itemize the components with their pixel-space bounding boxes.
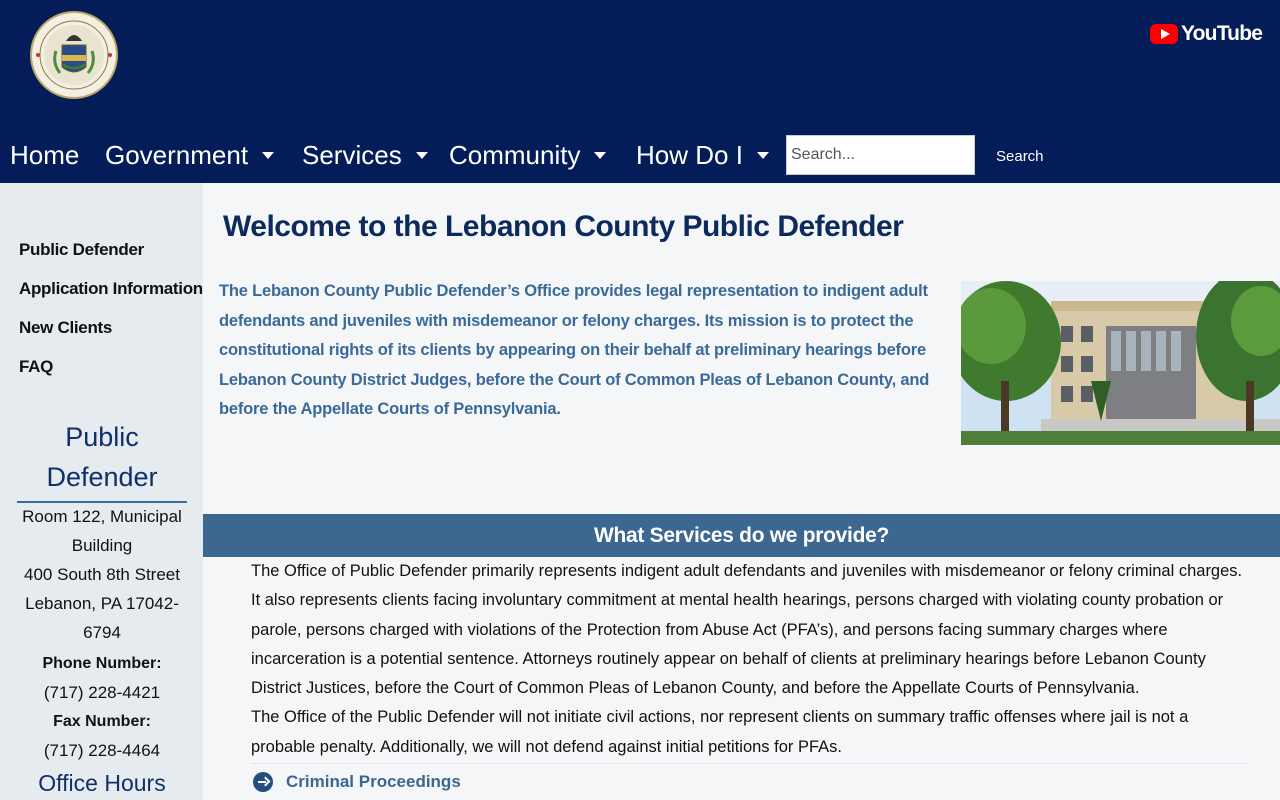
youtube-label: YouTube [1181,22,1263,45]
nav-community-label: Community [449,140,581,170]
sidebar-link-faq[interactable]: FAQ [19,357,54,376]
arrow-circle-right-icon [253,772,273,792]
contact-address-line3: Lebanon, PA 17042-6794 [25,594,179,642]
contact-fax-label: Fax Number: [53,713,151,730]
nav-government[interactable] [105,133,274,177]
nav-government-label: Government [105,140,249,170]
contact-phone-label: Phone Number: [42,655,162,672]
caret-down-icon [262,152,274,159]
contact-phone[interactable]: (717) 228-4421 [43,683,161,702]
search-input[interactable] [786,135,975,175]
nav-services[interactable] [302,133,428,177]
contact-address-line2: 400 South 8th Street [24,565,180,584]
youtube-link[interactable] [1150,22,1262,46]
contact-title: Public Defender [17,417,187,503]
sidebar [0,183,203,800]
county-seal-icon [30,11,118,99]
contact-fax: (717) 228-4464 [43,741,161,760]
nav-services-label: Services [302,140,402,170]
nav-community[interactable] [449,133,606,177]
accordion-label: Criminal Proceedings [286,772,461,791]
nav-how-do-i[interactable] [636,133,769,177]
services-description [251,557,1251,762]
nav-how-do-i-label: How Do I [636,140,743,170]
nav-home[interactable] [10,133,79,177]
nav-home-label: Home [10,140,80,170]
services-heading: What Services do we provide? [203,514,1280,557]
services-paragraph-1: The Office of Public Defender primarily represents indigent adult defendants and juveniles with misdemeanor or felony criminal charges. It also represents clients facing involuntary commitment at mental health hearings, persons charged with violating county probation or parole, persons charged with violations of the Protection from Abuse Act (PFA’s), and persons facing summary charges where incarceration is a potential sentence. Attorneys routinely appear on behalf of clients at preliminary hearings before Lebanon County District Justices, before the Court of Common Pleas of Lebanon County, and before the Appellate Courts of Pennsylvania. [251,562,1243,698]
main-nav [0,133,1280,177]
services-paragraph-2: The Office of the Public Defender will not initiate civil actions, nor represent clients on summary traffic offenses where jail is not a probable penalty. Additionally, we will not defend against initial petitions for PFAs. [251,708,1189,756]
sidebar-link-new-clients[interactable]: New Clients [19,318,113,337]
youtube-play-icon [1150,24,1178,44]
contact-address-line1: Room 122, Municipal Building [22,507,182,555]
sidebar-link-application-information[interactable]: Application Information [19,279,203,298]
search-button[interactable]: Search [984,138,1056,176]
intro-paragraph: The Lebanon County Public Defender’s Office provides legal representation to indigent adult defendants and juveniles with misdemeanor or felony charges. Its mission is to protect the constitutional rights of its clients by appearing on their behalf at preliminary hearings before Lebanon County District Judges, before the Court of Common Pleas of Lebanon County, and before the Appellate Courts of Pennsylvania. [219,282,930,418]
caret-down-icon [416,152,428,159]
caret-down-icon [594,152,606,159]
caret-down-icon [757,152,769,159]
accordion-criminal-proceedings[interactable] [251,763,1247,800]
courthouse-photo [961,281,1280,445]
office-hours-title: Office Hours [38,770,166,796]
page-title: Welcome to the Lebanon County Public Defender [223,210,904,243]
sidebar-link-public-defender[interactable]: Public Defender [19,240,144,259]
